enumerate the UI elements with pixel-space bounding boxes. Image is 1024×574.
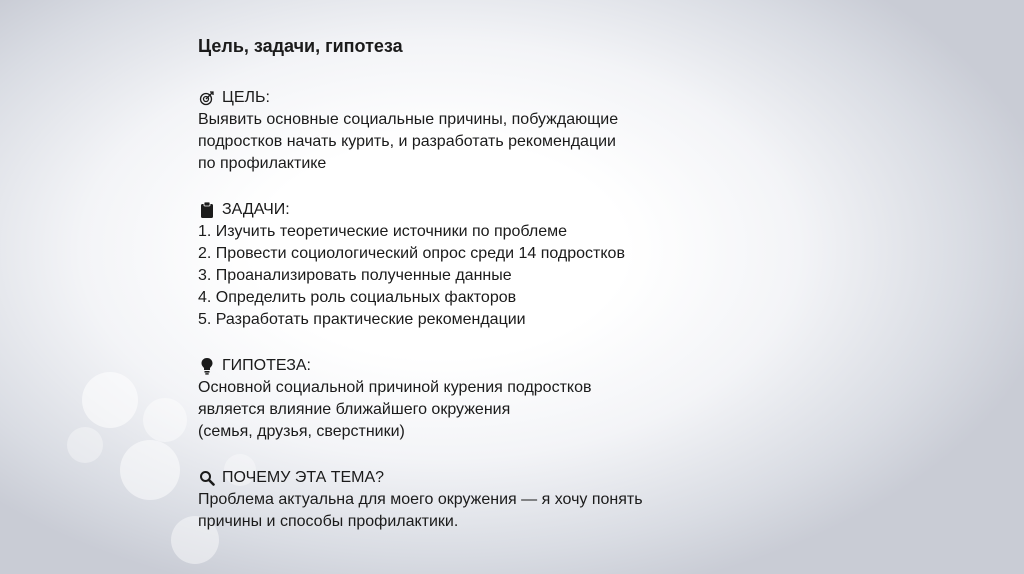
goal-heading-row	[198, 87, 898, 109]
why-section	[198, 467, 898, 533]
hypothesis-heading: ГИПОТЕЗА:	[222, 357, 311, 374]
why-line: Проблема актуальна для моего окружения — я хочу понять	[198, 491, 643, 508]
task-item: 3. Проанализировать полученные данные	[198, 267, 512, 284]
tasks-section	[198, 199, 898, 331]
goal-line: подростков начать курить, и разработать рекомендации	[198, 133, 616, 150]
goal-section	[198, 87, 898, 175]
tasks-heading-row	[198, 199, 898, 221]
task-item: 4. Определить роль социальных факторов	[198, 289, 517, 306]
target-icon	[198, 89, 216, 107]
hypothesis-heading-row	[198, 355, 898, 377]
hypothesis-line: (семья, друзья, сверстники)	[198, 423, 405, 440]
goal-line: по профилактике	[198, 155, 327, 172]
task-item: 2. Провести социологический опрос среди 14 подростков	[198, 245, 625, 262]
hypothesis-line: является влияние ближайшего окружения	[198, 401, 511, 418]
goal-line: Выявить основные социальные причины, побуждающие	[198, 111, 619, 128]
goal-heading: ЦЕЛЬ:	[222, 89, 270, 106]
task-item: 5. Разработать практические рекомендации	[198, 311, 526, 328]
why-heading-row	[198, 467, 898, 489]
lightbulb-icon	[198, 357, 216, 375]
task-item: 1. Изучить теоретические источники по проблеме	[198, 223, 567, 240]
slide-content	[198, 35, 898, 557]
slide-title: Цель, задачи, гипотеза	[198, 36, 403, 56]
hypothesis-line: Основной социальной причиной курения подростков	[198, 379, 592, 396]
tasks-heading: ЗАДАЧИ:	[222, 201, 290, 218]
why-heading: ПОЧЕМУ ЭТА ТЕМА?	[222, 469, 385, 486]
clipboard-icon	[198, 201, 216, 219]
hypothesis-section	[198, 355, 898, 443]
magnifier-icon	[198, 469, 216, 487]
why-line: причины и способы профилактики.	[198, 513, 459, 530]
